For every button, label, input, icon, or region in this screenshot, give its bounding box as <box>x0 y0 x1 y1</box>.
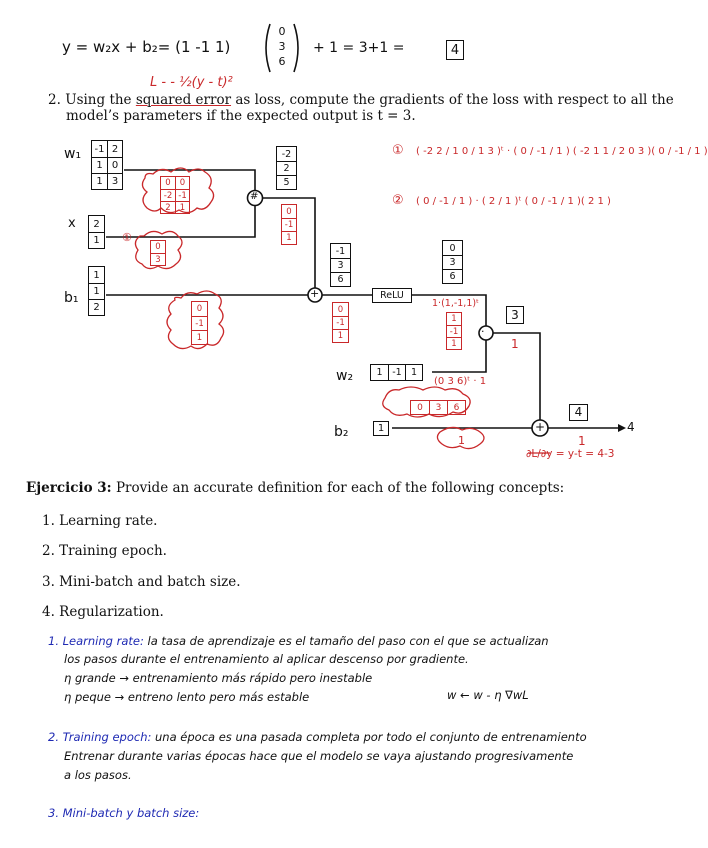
question2-line2: model’s parameters if the expected output is t = 3. <box>66 108 416 124</box>
sum-out-row <box>331 244 350 258</box>
b1-vector <box>88 266 105 316</box>
mult-out-row <box>277 175 296 189</box>
final-output-value: 4 <box>574 405 583 419</box>
mult-output-vector <box>276 146 297 190</box>
side-computation-2: ( 0 / -1 / 1 ) · ( 2 / 1 )ᵗ ( 0 / -1 / 1 )( 2 1 ) <box>416 196 611 207</box>
relu-box <box>372 288 412 303</box>
w1-label: w₁ <box>64 146 82 162</box>
grad-w1-row <box>161 189 189 201</box>
w2-row-vector <box>370 364 423 381</box>
equation-vector-1: 3 <box>278 40 286 53</box>
grad-x-cell: 3 <box>151 253 165 265</box>
b1-label: b₁ <box>64 290 79 306</box>
b2-box <box>373 421 389 436</box>
grad-w1-cell: 2 <box>161 201 175 213</box>
grad-w1-cell: -1 <box>175 189 189 201</box>
answer1-formula: w ← w - η ∇wL <box>447 688 529 702</box>
grad-w1-cell: 0 <box>165 178 171 188</box>
grad-sum-cell: 1 <box>333 329 348 342</box>
answer2-line2: Entrenar durante varias épocas hace que el modelo se vaya ajustando progresivamente <box>64 749 574 763</box>
b2-value: 1 <box>377 423 385 434</box>
grad-b1-row <box>192 330 207 344</box>
grad-b1-vector <box>191 301 208 345</box>
equation-result-value: 4 <box>450 42 460 58</box>
grad-relu-note: 1·(1,-1,1)ᵗ <box>432 298 479 309</box>
x-vector <box>88 215 105 249</box>
mult-out-row <box>277 161 296 175</box>
b2-label: b₂ <box>334 424 349 440</box>
grad-w2-row <box>410 400 466 415</box>
prod-output-value: 3 <box>511 307 519 322</box>
sum-out-cell: -1 <box>335 245 346 257</box>
dl-dy-expression: ∂L/∂y = y-t = 4-3 <box>526 448 615 460</box>
grad-sum-row <box>333 329 348 342</box>
x-vec-cell: 1 <box>89 232 104 248</box>
grad-x-mark: ① <box>122 231 132 244</box>
grad-w2-row <box>411 401 465 414</box>
answer1-line4: η peque → entreno lento pero más estable <box>64 690 310 704</box>
answer2-heading: 2. Training epoch: <box>48 730 152 744</box>
mult-node-symbol: # <box>250 191 259 202</box>
relu-out-cell: 0 <box>449 242 456 254</box>
grad-w2-expression: (0 3 6)ᵗ · 1 <box>434 376 487 387</box>
grad-mult-row <box>282 231 296 244</box>
grad-relu-cell: 1 <box>447 337 461 349</box>
answer2-text1: una época es una pasada completa por todo el conjunto de entrenamiento <box>155 730 587 744</box>
w1-matrix <box>91 140 123 190</box>
grad-mult-cell: -1 <box>282 218 296 231</box>
equation-vector-2: 6 <box>278 55 286 68</box>
w2-label: w₂ <box>336 368 354 384</box>
grad-mult-cell: 1 <box>282 231 296 244</box>
w2-row-row <box>371 365 422 380</box>
w1-matrix-cell: 1 <box>92 173 107 189</box>
grad-sum-vector <box>332 302 349 343</box>
grad-x-vector <box>150 240 166 266</box>
relu-output-vector <box>442 240 463 284</box>
grad-w2-cell: 3 <box>429 401 447 414</box>
sum-out-row <box>331 258 350 272</box>
grad-sum-row <box>333 316 348 329</box>
grad-w1-row <box>161 201 189 213</box>
x-label: x <box>68 216 76 231</box>
exercise3-item-4: 4. Regularization. <box>42 604 164 620</box>
relu-out-row <box>443 241 462 255</box>
grad-x-row <box>151 241 165 253</box>
add-node1-symbol: + <box>310 287 320 300</box>
grad-w1-row <box>161 177 189 189</box>
w2-row-cell: 1 <box>376 367 383 378</box>
grad-relu-row <box>447 337 461 349</box>
answer1-text1: la tasa de aprendizaje es el tamaño del paso con el que se actualizan <box>147 634 549 648</box>
w1-matrix-cell: 0 <box>107 157 122 173</box>
w1-matrix-cell: 1 <box>92 157 107 173</box>
b1-vec-row <box>89 283 104 299</box>
sum-out-row <box>331 272 350 286</box>
sum-out-cell: 3 <box>331 258 350 272</box>
exercise3-intro: Provide an accurate definition for each of the following concepts: <box>115 480 565 496</box>
question2-post: as loss, compute the gradients of the loss with respect to all the <box>235 92 674 108</box>
b1-vec-row <box>89 299 104 315</box>
question2-underlined: squared error <box>135 92 232 108</box>
grad-relu-cell: -1 <box>447 325 461 337</box>
grad-relu-cell: 1 <box>451 314 457 324</box>
grad-mult-cell: 0 <box>286 206 292 217</box>
grad-w1-cell: 1 <box>175 201 189 213</box>
grad-sum-row <box>333 303 348 316</box>
grad-relu-vector <box>446 312 462 350</box>
grad-x-cell: 0 <box>155 242 161 252</box>
exercise3-item-2: 2. Training epoch. <box>42 543 167 559</box>
grad-b1-row <box>192 302 207 316</box>
grad-sum-cell: -1 <box>333 316 348 329</box>
b1-vec-cell: 1 <box>89 283 104 299</box>
loss-formula-annotation: L - - ½(y - t)² <box>150 75 233 90</box>
x-vec-row <box>89 232 104 248</box>
w1-matrix-cell: 2 <box>107 141 122 157</box>
grad-w2-cell: 6 <box>447 401 465 414</box>
grad-relu-row <box>447 325 461 337</box>
b1-vec-cell: 2 <box>89 299 104 315</box>
w2-row-cell: -1 <box>388 365 405 380</box>
relu-label: ReLU <box>380 290 404 301</box>
w1-matrix-row <box>92 157 122 173</box>
output-arrow-label: 4 <box>627 420 635 434</box>
b1-vec-cell: 1 <box>93 269 100 281</box>
exercise3-item-3: 3. Mini-batch and batch size. <box>42 574 241 590</box>
answer2-line1 <box>48 730 587 744</box>
x-vec-row <box>89 216 104 232</box>
grad-b1-cell: 0 <box>196 304 203 314</box>
mult-out-row <box>277 147 296 161</box>
equation-tail: + 1 = 3+1 = <box>313 40 405 56</box>
grad-relu-row <box>447 313 461 325</box>
mult-out-cell: 2 <box>277 161 296 175</box>
final-output-box <box>569 404 588 421</box>
grad-mult-vector <box>281 204 297 245</box>
grad-mult-row <box>282 205 296 218</box>
grad-prod-value: 1 <box>511 337 519 351</box>
x-vec-cell: 2 <box>93 218 100 230</box>
prod-node-symbol: · <box>481 325 485 338</box>
prod-output-box <box>506 306 524 324</box>
equation-vector-0: 0 <box>278 25 286 38</box>
grad-b1-row <box>192 316 207 330</box>
relu-out-cell: 6 <box>443 269 462 283</box>
grad-sum-cell: 0 <box>337 304 344 315</box>
w2-row-cell: 1 <box>405 365 422 380</box>
b1-vec-row <box>89 267 104 283</box>
exercise3-item-1: 1. Learning rate. <box>42 513 158 529</box>
question2-pre: Using the <box>65 92 132 108</box>
answer3-heading: 3. Mini-batch y batch size: <box>48 806 200 820</box>
answer1-line3: η grande → entrenamiento más rápido pero inestable <box>64 671 373 685</box>
question2-number: 2. <box>48 92 61 108</box>
grad-b1-cell: -1 <box>192 316 207 330</box>
grad-w1-matrix <box>160 176 190 214</box>
grad-w2-cell: 0 <box>417 402 423 413</box>
side-computation-1-mark: ① <box>392 143 404 158</box>
w1-matrix-cell: 3 <box>107 173 122 189</box>
grad-x-row <box>151 253 165 265</box>
grad-mult-row <box>282 218 296 231</box>
grad-w1-cell: -2 <box>161 189 175 201</box>
answer1-heading: 1. Learning rate: <box>48 634 144 648</box>
side-computation-2-mark: ② <box>392 193 404 208</box>
grad-b1-cell: 1 <box>192 330 207 344</box>
w1-matrix-row <box>92 173 122 189</box>
side-computation-1: ( -2 2 / 1 0 / 1 3 )ᵗ · ( 0 / -1 / 1 ) ( -2 1 1 / 2 0 3 )( 0 / -1 / 1 ) <box>416 146 708 157</box>
exercise3-heading-line <box>26 480 564 496</box>
w1-matrix-cell: -1 <box>94 143 105 155</box>
sum-out-cell: 6 <box>331 272 350 286</box>
relu-out-row <box>443 255 462 269</box>
equation-text: y = w₂x + b₂= (1 -1 1) <box>62 38 231 56</box>
mult-out-cell: 5 <box>277 175 296 189</box>
answer3-line1 <box>48 806 199 820</box>
mult-out-cell: -2 <box>281 148 292 160</box>
grad-final-value: 1 <box>578 434 586 448</box>
w1-matrix-row <box>92 141 122 157</box>
exercise3-heading: Ejercicio 3: <box>26 480 112 496</box>
grad-w1-cell: 0 <box>175 177 189 189</box>
answer1-line1 <box>48 634 549 648</box>
sum-output-vector <box>330 243 351 287</box>
relu-out-cell: 3 <box>443 255 462 269</box>
grad-b2-value: 1 <box>458 434 465 447</box>
answer2-line3: a los pasos. <box>64 768 132 782</box>
answer1-line2: los pasos durante el entrenamiento al aplicar descenso por gradiente. <box>64 652 469 666</box>
final-add-node-symbol: + <box>535 420 546 434</box>
relu-out-row <box>443 269 462 283</box>
